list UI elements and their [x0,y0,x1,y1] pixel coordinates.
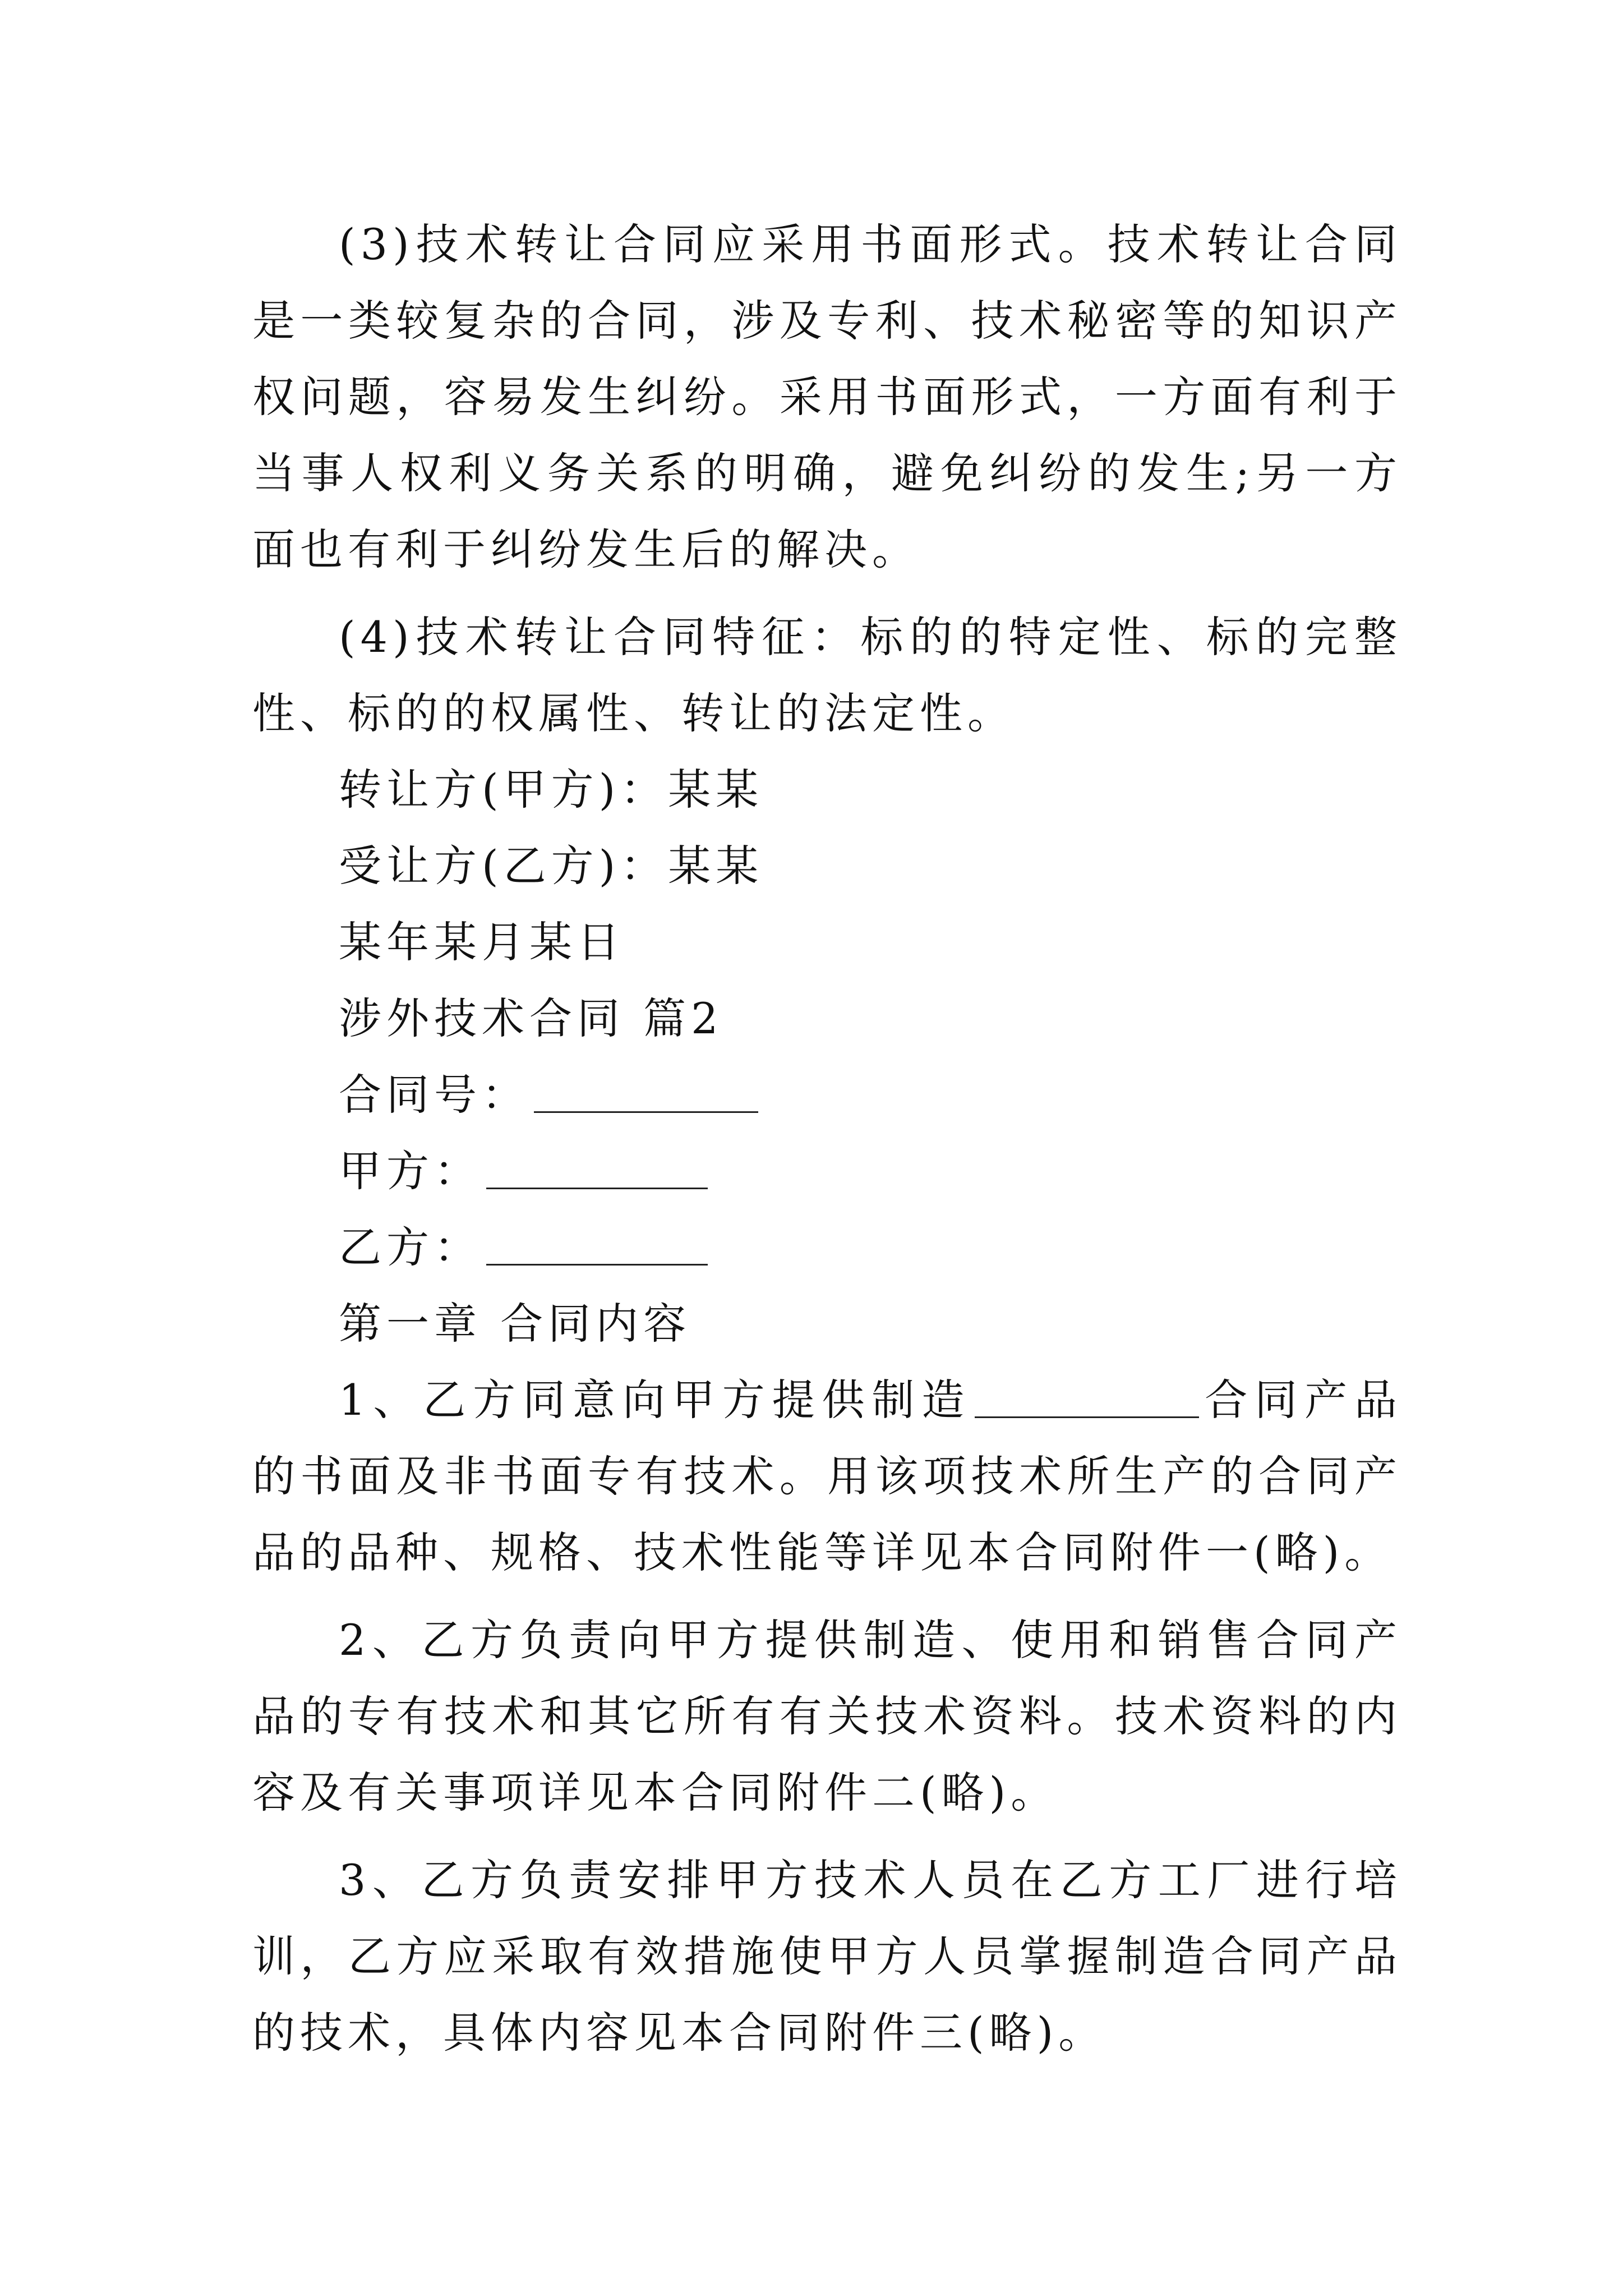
paragraph-4: (4)技术转让合同特征：标的的特定性、标的完整性、标的的权属性、转让的法定性。 [252,612,1402,738]
clause-1-suffix: 合同产品的书面及非书面专有技术。用该项技术所生产的合同产品的品种、规格、技术性能等详见本合同附件一(略)。 [252,1375,1403,1577]
party-b-row [252,1209,1402,1286]
section-title: 涉外技术合同 篇2 [339,993,723,1043]
contract-number-label: 合同号： [339,1070,529,1120]
contract-number-row [252,1057,1402,1133]
clause-3: 3、乙方负责安排甲方技术人员在乙方工厂进行培训，乙方应采取有效措施使甲方人员掌握制造合同产品的技术，具体内容见本合同附件三(略)。 [252,1855,1402,2058]
party-a-row [252,1133,1402,1209]
party-a-label: 甲方： [339,1146,482,1196]
transferee-line: 受让方(乙方)：某某 [339,841,764,891]
party-a-blank [486,1147,708,1189]
clause-2: 2、乙方负责向甲方提供制造、使用和销售合同产品的专有技术和其它所有有关技术资料。技术资料的内容及有关事项详见本合同附件二(略)。 [252,1615,1402,1818]
paragraph-3: (3)技术转让合同应采用书面形式。技术转让合同是一类较复杂的合同，涉及专利、技术秘密等的知识产权问题，容易发生纠纷。采用书面形式，一方面有利于当事人权利义务关系的明确，避免纠纷的发生;另一方面也有利于纠纷发生后的解决。 [252,219,1402,574]
contract-number-blank [534,1071,758,1113]
party-b-blank [486,1223,708,1266]
transferor-line: 转让方(甲方)：某某 [339,765,764,815]
chapter-title: 第一章 合同内容 [339,1299,691,1349]
clause-1 [252,1362,1402,1591]
party-b-label: 乙方： [339,1222,482,1272]
date-line: 某年某月某日 [339,917,625,967]
clause-1-prefix: 1、乙方同意向甲方提供制造 [339,1375,972,1425]
clause-1-blank [975,1376,1199,1418]
document-body [252,206,1402,2071]
